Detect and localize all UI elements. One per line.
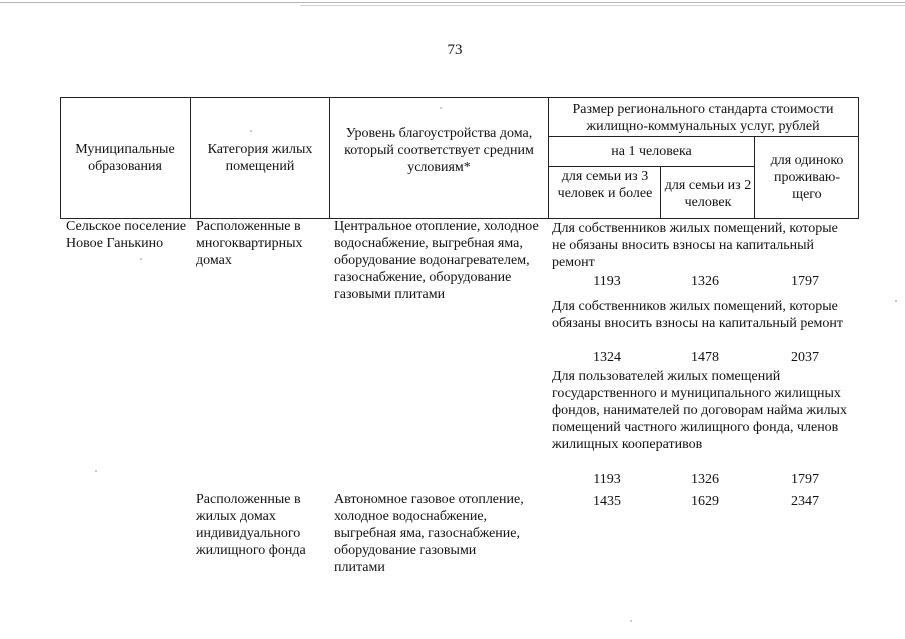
scan-speck (250, 130, 252, 132)
row-category: Расположенные в жилых домах индивидуального жилищного фонда (196, 492, 306, 558)
header-municipality: Муниципальные образования (75, 142, 175, 174)
value-single: 2347 (791, 494, 819, 509)
value-single: 1797 (791, 274, 819, 289)
header-category: Категория жилых помещений (207, 142, 313, 174)
header-divider (548, 136, 859, 137)
column-divider (548, 97, 549, 219)
header-standard: Размер регионального стандарта стоимости жилищно-коммунальных услуг, рублей (572, 102, 834, 134)
row-category: Расположенные в многоквартирных домах (196, 219, 303, 268)
value-family-2: 1326 (691, 274, 719, 289)
scan-speck (630, 620, 632, 622)
row-improvement: Центральное отопление, холодное водоснабжение, выгребная яма, оборудование водонагревателем, газоснабжение, оборудование газовыми плитами (334, 219, 539, 302)
group-label: Для пользователей жилых помещений государственного и муниципального жилищных фондов, нанимателей по договорам найма жилых помещений частного жилищного фонда, членов жилищных кооперативов (552, 369, 847, 452)
page-number: 73 (447, 42, 463, 58)
header-single: для одиноко проживаю-щего (770, 153, 844, 202)
value-family-3: 1193 (593, 274, 621, 289)
column-divider (329, 97, 330, 219)
table-border-left (60, 97, 61, 219)
municipality-name: Сельское поселение Новое Ганькино (66, 219, 187, 251)
value-family-2: 1629 (691, 494, 719, 509)
header-divider (548, 166, 755, 167)
value-family-2: 1478 (691, 350, 719, 365)
table-border-top (60, 97, 859, 98)
value-family-3: 1193 (593, 472, 621, 487)
group-label: Для собственников жилых помещений, которые не обязаны вносить взносы на капитальный ремонт (552, 221, 838, 270)
scan-speck (440, 107, 442, 109)
column-divider (190, 97, 191, 219)
column-divider (660, 166, 661, 219)
header-per-person: на 1 человека (611, 144, 692, 159)
scan-edge-line (300, 5, 905, 6)
table-border-right (858, 97, 859, 219)
column-divider (754, 136, 755, 219)
value-family-3: 1324 (593, 350, 621, 365)
value-family-2: 1326 (691, 472, 719, 487)
header-family-2: для семьи из 2 человек (664, 178, 752, 210)
value-single: 1797 (791, 472, 819, 487)
group-label: Для собственников жилых помещений, которые обязаны вносить взносы на капитальный ремонт (552, 299, 843, 331)
header-improvement: Уровень благоустройства дома, который соответствует средним условиям* (344, 126, 534, 175)
scan-speck (95, 470, 97, 472)
scan-speck (895, 300, 897, 302)
value-family-3: 1435 (593, 494, 621, 509)
value-single: 2037 (791, 350, 819, 365)
scan-edge-line (0, 2, 905, 3)
row-improvement: Автономное газовое отопление, холодное водоснабжение, выгребная яма, газоснабжение, оборудование газовыми плитами (334, 492, 524, 575)
scan-speck (140, 258, 142, 260)
header-family-3: для семьи из 3 человек и более (557, 169, 653, 201)
